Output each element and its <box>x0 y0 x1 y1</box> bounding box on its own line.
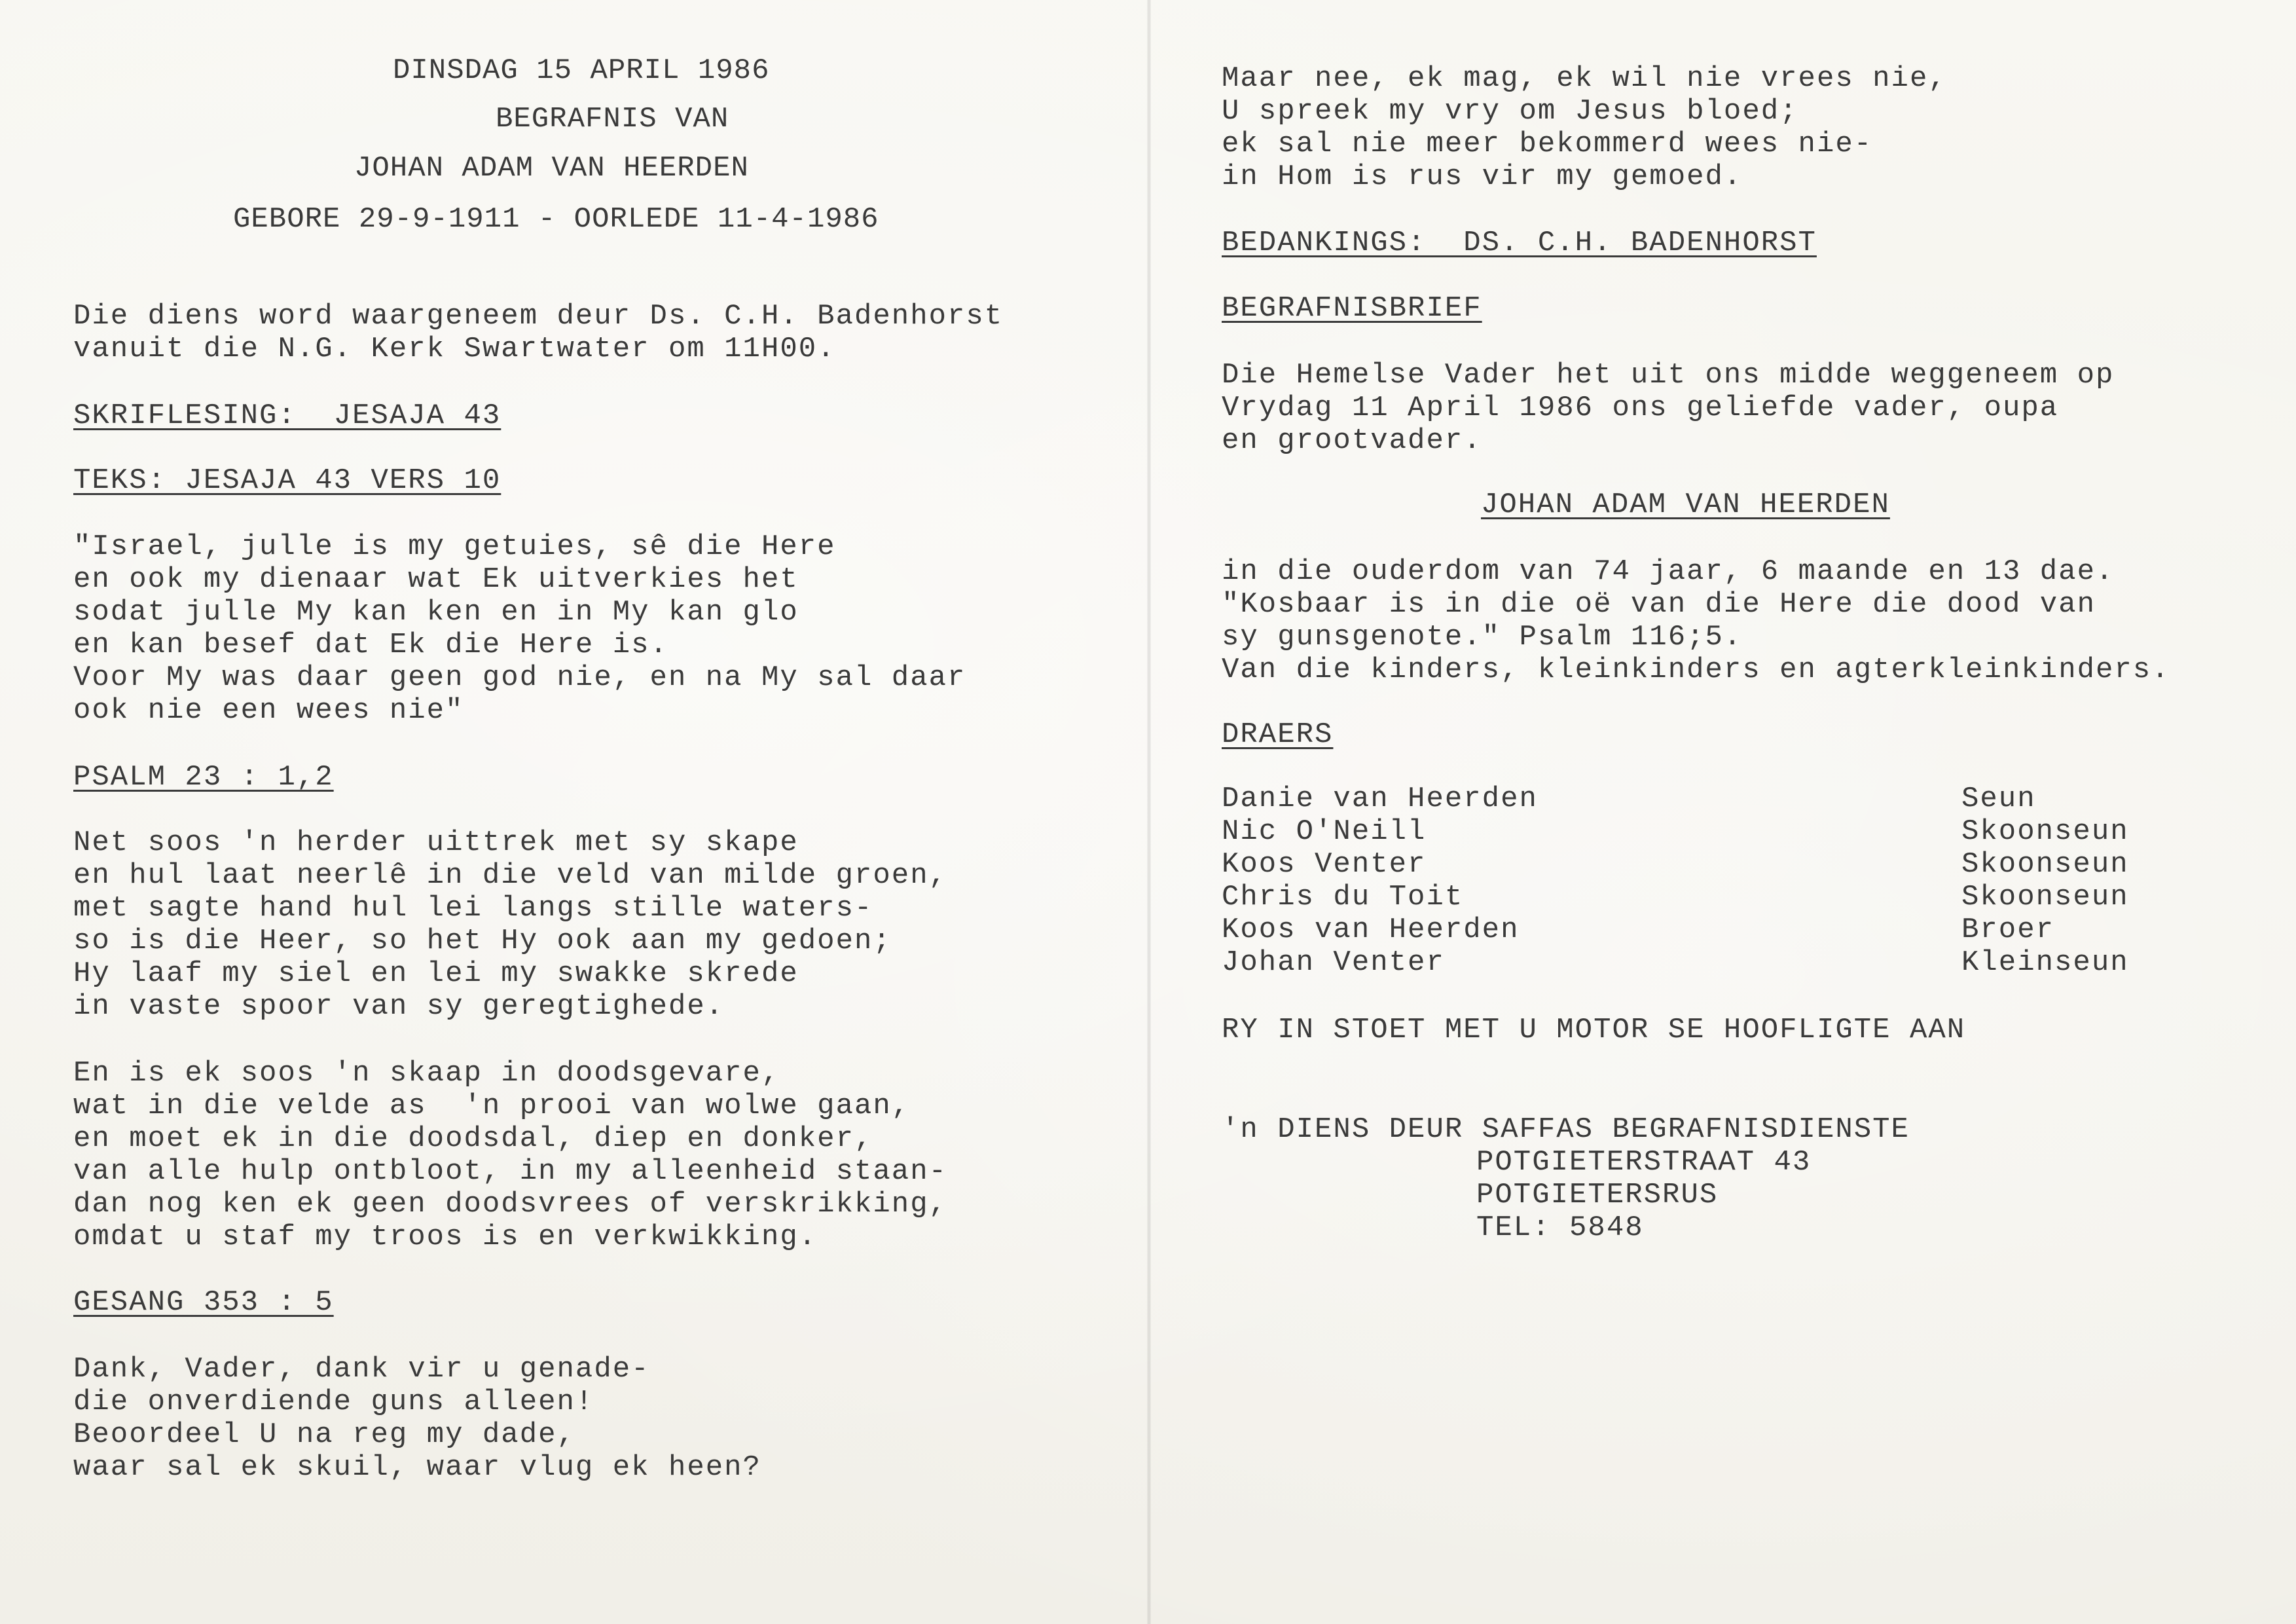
bearer-row <box>1222 946 2243 979</box>
hymn-cont-line: Maar nee, ek mag, ek wil nie vrees nie, <box>1222 62 1947 95</box>
age-line: sy gunsgenote." Psalm 116;5. <box>1222 621 1743 654</box>
letter-line: Die Hemelse Vader het uit ons midde weggeneem op <box>1222 359 2115 392</box>
text-heading: TEKS: JESAJA 43 VERS 10 <box>73 464 501 497</box>
hymn-line: Dank, Vader, dank vir u genade- <box>73 1353 650 1386</box>
header-name: JOHAN ADAM VAN HEERDEN <box>354 152 749 185</box>
hymn-line: die onverdiende guns alleen! <box>73 1386 594 1418</box>
letter-heading: BEGRAFNISBRIEF <box>1222 292 1482 325</box>
bearer-relation: Seun <box>1961 783 2036 815</box>
psalm-line: dan nog ken ek geen doodsvrees of verskrikking, <box>73 1188 948 1221</box>
header-dates: GEBORE 29-9-1911 - OORLEDE 11-4-1986 <box>233 203 879 236</box>
bearer-row <box>1222 881 2243 913</box>
age-line: "Kosbaar is in die oë van die Here die dood van <box>1222 588 2096 621</box>
bearer-row <box>1222 783 2243 815</box>
age-line: in die ouderdom van 74 jaar, 6 maande en 13 dae. <box>1222 555 2115 588</box>
bearer-name: Koos van Heerden <box>1222 913 1520 946</box>
psalm-line: so is die Heer, so het Hy ook aan my gedoen; <box>73 925 892 957</box>
hymn-cont-line: ek sal nie meer bekommerd wees nie- <box>1222 128 1873 160</box>
psalm-line: Hy laaf my siel en lei my swakke skrede <box>73 957 799 990</box>
intro-line-2: vanuit die N.G. Kerk Swartwater om 11H00. <box>73 333 836 365</box>
letter-line: Vrydag 11 April 1986 ons geliefde vader, oupa <box>1222 392 2059 424</box>
service-town: POTGIETERSRUS <box>1476 1179 1719 1211</box>
bearers-heading: DRAERS <box>1222 718 1334 751</box>
psalm-line: Net soos 'n herder uittrek met sy skape <box>73 826 799 859</box>
service-provider: 'n DIENS DEUR SAFFAS BEGRAFNISDIENSTE <box>1222 1113 1910 1146</box>
bearer-relation: Kleinseun <box>1961 946 2129 979</box>
verse-line: sodat julle My kan ken en in My kan glo <box>73 596 799 629</box>
verse-line: ook nie een wees nie" <box>73 694 464 727</box>
bearer-row <box>1222 913 2243 946</box>
verse-line: Voor My was daar geen god nie, en na My sal daar <box>73 661 966 694</box>
bearer-row <box>1222 815 2243 848</box>
bearer-name: Nic O'Neill <box>1222 815 1427 848</box>
deceased-name-heading: JOHAN ADAM VAN HEERDEN <box>1481 489 1890 521</box>
verse-line: en ook my dienaar wat Ek uitverkies het <box>73 563 799 596</box>
bearer-name: Koos Venter <box>1222 848 1427 881</box>
bearer-name: Johan Venter <box>1222 946 1445 979</box>
psalm-heading: PSALM 23 : 1,2 <box>73 761 334 794</box>
header-date: DINSDAG 15 APRIL 1986 <box>393 54 770 87</box>
psalm-line: En is ek soos 'n skaap in doodsgevare, <box>73 1057 780 1090</box>
bearer-name: Chris du Toit <box>1222 881 1464 913</box>
bearer-name: Danie van Heerden <box>1222 783 1538 815</box>
service-address: POTGIETERSTRAAT 43 <box>1476 1146 1812 1179</box>
hymn-line: waar sal ek skuil, waar vlug ek heen? <box>73 1451 761 1484</box>
letter-line: en grootvader. <box>1222 424 1482 457</box>
psalm-line: omdat u staf my troos is en verkwikking. <box>73 1221 818 1253</box>
psalm-line: en hul laat neerlê in die veld van milde groen, <box>73 859 948 892</box>
service-phone: TEL: 5848 <box>1476 1211 1644 1244</box>
thanks-heading: BEDANKINGS: DS. C.H. BADENHORST <box>1222 227 1817 259</box>
bearer-row <box>1222 848 2243 881</box>
bearer-relation: Skoonseun <box>1961 848 2129 881</box>
hymn-line: Beoordeel U na reg my dade, <box>73 1418 575 1451</box>
scripture-heading: SKRIFLESING: JESAJA 43 <box>73 399 501 432</box>
psalm-line: in vaste spoor van sy geregtighede. <box>73 990 725 1023</box>
verse-line: en kan besef dat Ek die Here is. <box>73 629 668 661</box>
left-page <box>0 0 1147 1624</box>
bearer-relation: Broer <box>1961 913 2055 946</box>
intro-line-1: Die diens word waargeneem deur Ds. C.H. Badenhorst <box>73 300 1004 333</box>
procession-notice: RY IN STOET MET U MOTOR SE HOOFLIGTE AAN <box>1222 1014 1966 1046</box>
psalm-line: wat in die velde as 'n prooi van wolwe gaan, <box>73 1090 911 1122</box>
verse-line: "Israel, julle is my getuies, sê die Here <box>73 530 836 563</box>
hymn-cont-line: U spreek my vry om Jesus bloed; <box>1222 95 1798 128</box>
psalm-line: en moet ek in die doodsdal, diep en donker, <box>73 1122 873 1155</box>
psalm-line: met sagte hand hul lei langs stille waters- <box>73 892 873 925</box>
hymn-heading: GESANG 353 : 5 <box>73 1286 334 1319</box>
bearer-relation: Skoonseun <box>1961 881 2129 913</box>
right-page <box>1151 0 2296 1624</box>
psalm-line: van alle hulp ontbloot, in my alleenheid staan- <box>73 1155 948 1188</box>
bearer-relation: Skoonseun <box>1961 815 2129 848</box>
hymn-cont-line: in Hom is rus vir my gemoed. <box>1222 160 1743 193</box>
header-title: BEGRAFNIS VAN <box>496 103 729 136</box>
age-line: Van die kinders, kleinkinders en agterkleinkinders. <box>1222 654 2170 686</box>
